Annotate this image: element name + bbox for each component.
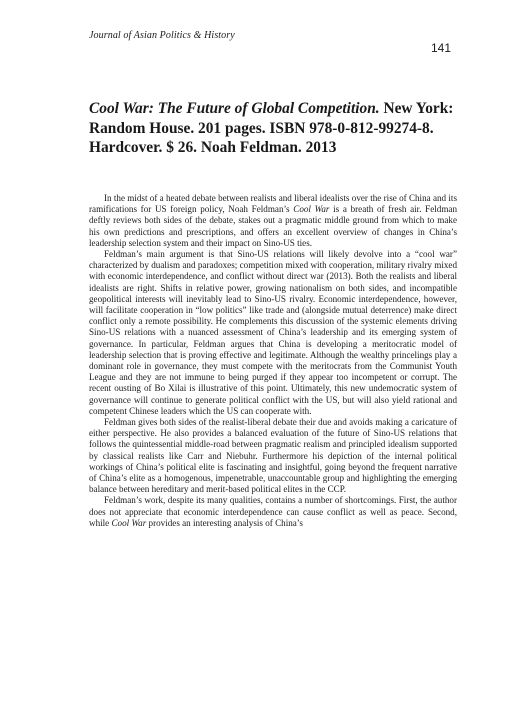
book-details: New York: Random House. 201 pages. ISBN 978-0-812-99274-8. Hardcover. $ 26. Noah Feldman. 2013 xyxy=(89,100,454,156)
review-title xyxy=(89,99,457,158)
paragraph-text: Feldman’s main argument is that Sino-US relations will likely devolve into a “cool war” characterized by dualism and paradoxes; competition mixed with cooperation, military rivalry mixed with economic interdependence, and conflict without direct war (2013). Both the realists and liberal idealists are right. Shifts in relative power, growing nationalism on both sides, and incompatible geopolitical interests will inevitably lead to Sino-US rivalry. Economic interdependence, however, will facilitate cooperation in “low politics” like trade and (alongside mutual deterrence) make direct conflict only a remote possibility. He complements this discussion of the systemic elements driving Sino-US relations with a nuanced assessment of China’s leadership and its emerging system of governance. In particular, Feldman argues that China is developing a meritocratic model of leadership selection that is proving effective and legitimate. Although the wealthy princelings play a dominant role in governance, they must compete with the meritocrats from the Communist Youth League and they are not immune to being purged if they appear too incompetent or corrupt. The recent ousting of Bo Xilai is illustrative of this point. Ultimately, this new undemocratic system of governance will continue to generate political conflict with the US, but will also yield rational and competent Chinese leaders which the US can cooperate with. xyxy=(89,249,457,416)
book-title: Cool War: The Future of Global Competition. xyxy=(89,100,380,117)
paragraph-text: In the midst of a heated debate between realists and liberal idealists over the rise of China and its ramifications for US foreign policy, Noah Feldman’s xyxy=(89,193,457,215)
book-title-inline: Cool War xyxy=(293,204,330,215)
paragraph-text: is a breath of fresh air. Feldman deftly reviews both sides of the debate, stakes out a pragmatic middle ground from which to make his own predictions and prescriptions, and offers an excellent overview of changes in China’s leadership selection system and their impact on Sino-US ties. xyxy=(89,204,457,248)
review-body xyxy=(89,193,457,529)
paragraph-3 xyxy=(89,417,457,495)
paragraph-text: provides an interesting analysis of China’s xyxy=(146,517,303,528)
paragraph-text: Feldman gives both sides of the realist-liberal debate their due and avoids making a caricature of either perspective. He also provides a balanced evaluation of the future of Sino-US relations that follows the quintessential middle-road between pragmatic realism and principled idealism supported by classical realists like Carr and Niebuhr. Furthermore his depiction of the internal political workings of China’s political elite is fascinating and insightful, going beyond the frequent narrative of China’s elite as a homogenous, impenetrable, unaccountable group and highlighting the emerging balance between hereditary and merit-based political elites in the CCP. xyxy=(89,417,457,495)
book-title-inline: Cool War xyxy=(111,517,147,528)
page-number: 141 xyxy=(430,41,451,55)
journal-name: Journal of Asian Politics & History xyxy=(89,30,235,41)
paragraph-text: Feldman’s work, despite its many qualities, contains a number of shortcomings. First, the author does not appreciate that economic interdependence can cause conflict as well as peace. Second, while xyxy=(89,495,457,528)
paragraph-1 xyxy=(89,193,457,249)
paragraph-2 xyxy=(89,249,457,417)
paragraph-4 xyxy=(89,495,457,529)
